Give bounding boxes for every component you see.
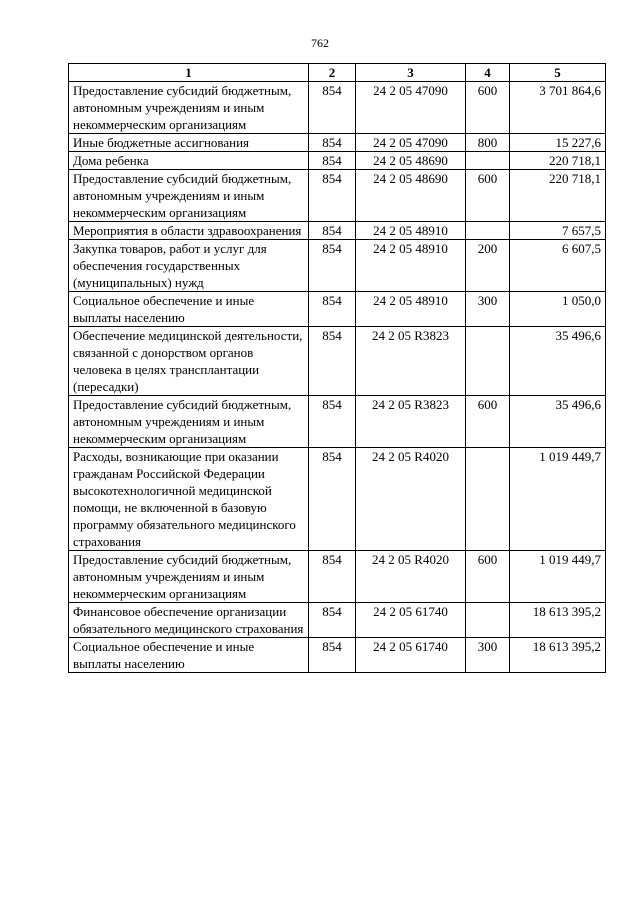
amount-cell: 220 718,1 <box>510 170 606 222</box>
amount-cell: 1 050,0 <box>510 292 606 327</box>
section-code-cell: 854 <box>309 603 356 638</box>
table-row <box>69 152 606 170</box>
target-article-cell: 24 2 05 61740 <box>356 638 466 673</box>
expense-name-cell: Расходы, возникающие при оказании гражданам Российской Федерации высокотехнологичной медицинской помощи, не включенной в базовую программу обязательного медицинского страхования <box>69 448 309 551</box>
section-code-cell: 854 <box>309 134 356 152</box>
expense-type-cell: 800 <box>466 134 510 152</box>
section-code-cell: 854 <box>309 82 356 134</box>
expense-name-cell: Закупка товаров, работ и услуг для обеспечения государственных (муниципальных) нужд <box>69 240 309 292</box>
expense-type-cell: 200 <box>466 240 510 292</box>
section-code-cell: 854 <box>309 638 356 673</box>
table-row <box>69 222 606 240</box>
table-row <box>69 134 606 152</box>
amount-cell: 7 657,5 <box>510 222 606 240</box>
expense-type-cell <box>466 152 510 170</box>
expense-name-cell: Предоставление субсидий бюджетным, автономным учреждениям и иным некоммерческим организациям <box>69 396 309 448</box>
column-header: 2 <box>309 64 356 82</box>
table-row <box>69 396 606 448</box>
expense-type-cell: 600 <box>466 170 510 222</box>
expense-name-cell: Предоставление субсидий бюджетным, автономным учреждениям и иным некоммерческим организациям <box>69 170 309 222</box>
section-code-cell: 854 <box>309 152 356 170</box>
expense-name-cell: Предоставление субсидий бюджетным, автономным учреждениям и иным некоммерческим организациям <box>69 551 309 603</box>
table-row <box>69 292 606 327</box>
column-header: 3 <box>356 64 466 82</box>
page-number: 762 <box>311 36 329 50</box>
budget-table <box>68 63 606 673</box>
expense-name-cell: Обеспечение медицинской деятельности, связанной с донорством органов человека в целях трансплантации (пересадки) <box>69 327 309 396</box>
target-article-cell: 24 2 05 61740 <box>356 603 466 638</box>
amount-cell: 1 019 449,7 <box>510 448 606 551</box>
column-header: 4 <box>466 64 510 82</box>
expense-type-cell: 600 <box>466 396 510 448</box>
target-article-cell: 24 2 05 48910 <box>356 240 466 292</box>
expense-type-cell <box>466 327 510 396</box>
section-code-cell: 854 <box>309 396 356 448</box>
section-code-cell: 854 <box>309 327 356 396</box>
target-article-cell: 24 2 05 48690 <box>356 170 466 222</box>
target-article-cell: 24 2 05 R4020 <box>356 551 466 603</box>
expense-name-cell: Социальное обеспечение и иные выплаты населению <box>69 292 309 327</box>
amount-cell: 220 718,1 <box>510 152 606 170</box>
table-row <box>69 551 606 603</box>
target-article-cell: 24 2 05 47090 <box>356 82 466 134</box>
target-article-cell: 24 2 05 47090 <box>356 134 466 152</box>
expense-type-cell: 300 <box>466 292 510 327</box>
amount-cell: 18 613 395,2 <box>510 603 606 638</box>
table-row <box>69 603 606 638</box>
table-header-row <box>69 64 606 82</box>
table-row <box>69 82 606 134</box>
expense-type-cell: 300 <box>466 638 510 673</box>
expense-name-cell: Иные бюджетные ассигнования <box>69 134 309 152</box>
target-article-cell: 24 2 05 R4020 <box>356 448 466 551</box>
amount-cell: 1 019 449,7 <box>510 551 606 603</box>
expense-type-cell <box>466 603 510 638</box>
amount-cell: 3 701 864,6 <box>510 82 606 134</box>
expense-name-cell: Финансовое обеспечение организации обязательного медицинского страхования <box>69 603 309 638</box>
section-code-cell: 854 <box>309 292 356 327</box>
target-article-cell: 24 2 05 48910 <box>356 292 466 327</box>
column-header: 1 <box>69 64 309 82</box>
section-code-cell: 854 <box>309 448 356 551</box>
expense-name-cell: Мероприятия в области здравоохранения <box>69 222 309 240</box>
table-row <box>69 638 606 673</box>
expense-type-cell <box>466 222 510 240</box>
target-article-cell: 24 2 05 48690 <box>356 152 466 170</box>
target-article-cell: 24 2 05 R3823 <box>356 396 466 448</box>
amount-cell: 35 496,6 <box>510 396 606 448</box>
target-article-cell: 24 2 05 R3823 <box>356 327 466 396</box>
amount-cell: 6 607,5 <box>510 240 606 292</box>
section-code-cell: 854 <box>309 170 356 222</box>
expense-type-cell <box>466 448 510 551</box>
amount-cell: 15 227,6 <box>510 134 606 152</box>
expense-name-cell: Предоставление субсидий бюджетным, автономным учреждениям и иным некоммерческим организациям <box>69 82 309 134</box>
expense-name-cell: Социальное обеспечение и иные выплаты населению <box>69 638 309 673</box>
section-code-cell: 854 <box>309 551 356 603</box>
expense-name-cell: Дома ребенка <box>69 152 309 170</box>
table-row <box>69 327 606 396</box>
amount-cell: 35 496,6 <box>510 327 606 396</box>
table-row <box>69 448 606 551</box>
expense-type-cell: 600 <box>466 82 510 134</box>
table-row <box>69 240 606 292</box>
section-code-cell: 854 <box>309 240 356 292</box>
table-row <box>69 170 606 222</box>
target-article-cell: 24 2 05 48910 <box>356 222 466 240</box>
section-code-cell: 854 <box>309 222 356 240</box>
expense-type-cell: 600 <box>466 551 510 603</box>
amount-cell: 18 613 395,2 <box>510 638 606 673</box>
column-header: 5 <box>510 64 606 82</box>
